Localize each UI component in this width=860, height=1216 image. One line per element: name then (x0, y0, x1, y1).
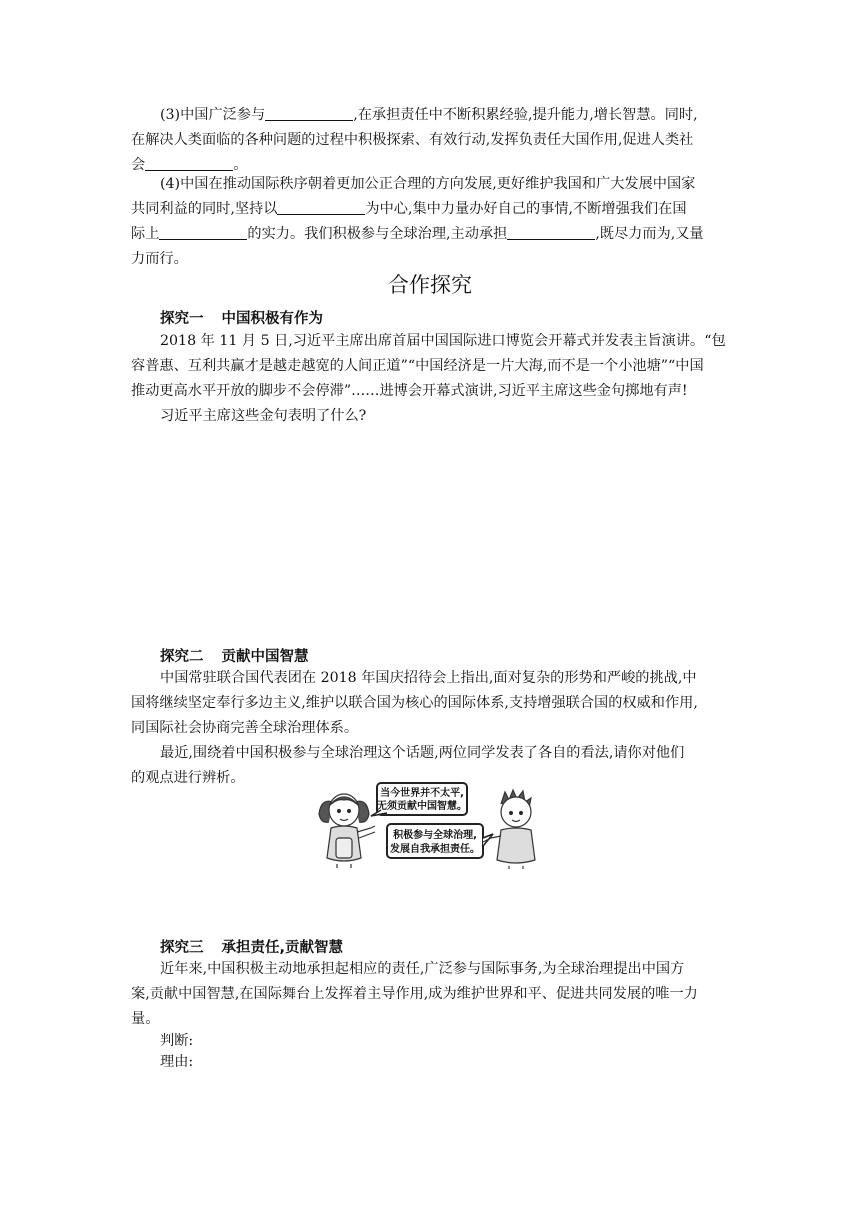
review-item-4 (131, 172, 737, 272)
explore2-material (131, 666, 737, 791)
fill-blank[interactable] (277, 200, 365, 215)
review-item-3 (131, 103, 737, 178)
bubble1-text-line2: 无须贡献中国智慧。 (377, 801, 467, 812)
section-title: 合作探究 (388, 273, 472, 297)
fill-blank[interactable] (507, 225, 595, 240)
speech-bubble-1 (371, 783, 467, 816)
item4-line2: 共同利益的同时,坚持以 为中心,集中力量办好自己的事情,不断增强我们在国 (131, 201, 687, 217)
explore3-line2: 案,贡献中国智慧,在国际舞台上发挥着主导作用,成为维护世界和平、促进共同发展的唯一力 (131, 986, 698, 1002)
explore3-material (131, 957, 737, 1032)
explore1-line2: 容普惠、互利共赢才是越走越宽的人间正道”“中国经济是一片大海,而不是一个小池塘”“中国 (131, 358, 704, 374)
explore2-line5: 的观点进行辨析。 (131, 770, 245, 786)
explore3-line3: 量。 (131, 1011, 160, 1027)
explore3-heading: 探究三 承担责任,贡献智慧 (160, 940, 344, 956)
explore1-line1: 2018 年 11 月 5 日,习近平主席出席首届中国国际进口博览会开幕式并发表主旨演讲。“包 (160, 333, 726, 349)
explore1-material (131, 329, 737, 429)
girl-student-figure (319, 794, 375, 868)
explore3-line1: 近年来,中国积极主动地承担起相应的责任,广泛参与国际事务,为全球治理提出中国方 (160, 961, 685, 977)
fill-blank[interactable] (145, 156, 233, 171)
explore1-line3: 推动更高水平开放的脚步不会停滞”……进博会开幕式演讲,习近平主席这些金句掷地有声! (131, 383, 688, 399)
explore1-question: 习近平主席这些金句表明了什么? (160, 408, 367, 424)
explore2-line3: 同国际社会协商完善全球治理体系。 (131, 720, 359, 736)
explore2-line1: 中国常驻联合国代表团在 2018 年国庆招待会上指出,面对复杂的形势和严峻的挑战,中 (160, 670, 697, 686)
item4-line4: 力而行。 (131, 251, 188, 267)
explore1-heading: 探究一 中国积极有作为 (160, 311, 323, 327)
speech-bubble-2 (387, 824, 493, 858)
boy-student-figure (483, 790, 535, 869)
reason-label: 理由: (160, 1054, 194, 1070)
fill-blank[interactable] (159, 225, 247, 240)
explore2-line2: 国将继续坚定奉行多边主义,维护以联合国为核心的国际体系,支持增强联合国的权威和作用, (131, 695, 698, 711)
judge-label: 判断: (160, 1033, 194, 1049)
bubble2-text-line1: 积极参与全球治理, (393, 830, 477, 841)
explore2-line4: 最近,围绕着中国积极参与全球治理这个话题,两位同学发表了各自的看法,请你对他们 (160, 745, 685, 761)
item4-line1: (4)中国在推动国际秩序朝着更加公正合理的方向发展,更好维护我国和广大发展中国家 (160, 176, 696, 192)
bubble2-text-line2: 发展自我承担责任。 (390, 844, 480, 855)
item3-line3: 会 。 (131, 157, 248, 173)
explore2-heading: 探究二 贡献中国智慧 (160, 649, 309, 665)
item4-line3: 际上 的实力。我们积极参与全球治理,主动承担 ,既尽力而为,又量 (131, 226, 704, 242)
fill-blank[interactable] (265, 106, 353, 121)
item3-line1: (3)中国广泛参与 ,在承担责任中不断积累经验,提升能力,增长智慧。同时, (160, 107, 698, 123)
students-dialogue-illustration (315, 780, 565, 870)
item3-line2: 在解决人类面临的各种问题的过程中积极探索、有效行动,发挥负责任大国作用,促进人类社 (131, 132, 694, 148)
bubble1-text-line1: 当今世界并不太平, (380, 788, 464, 799)
